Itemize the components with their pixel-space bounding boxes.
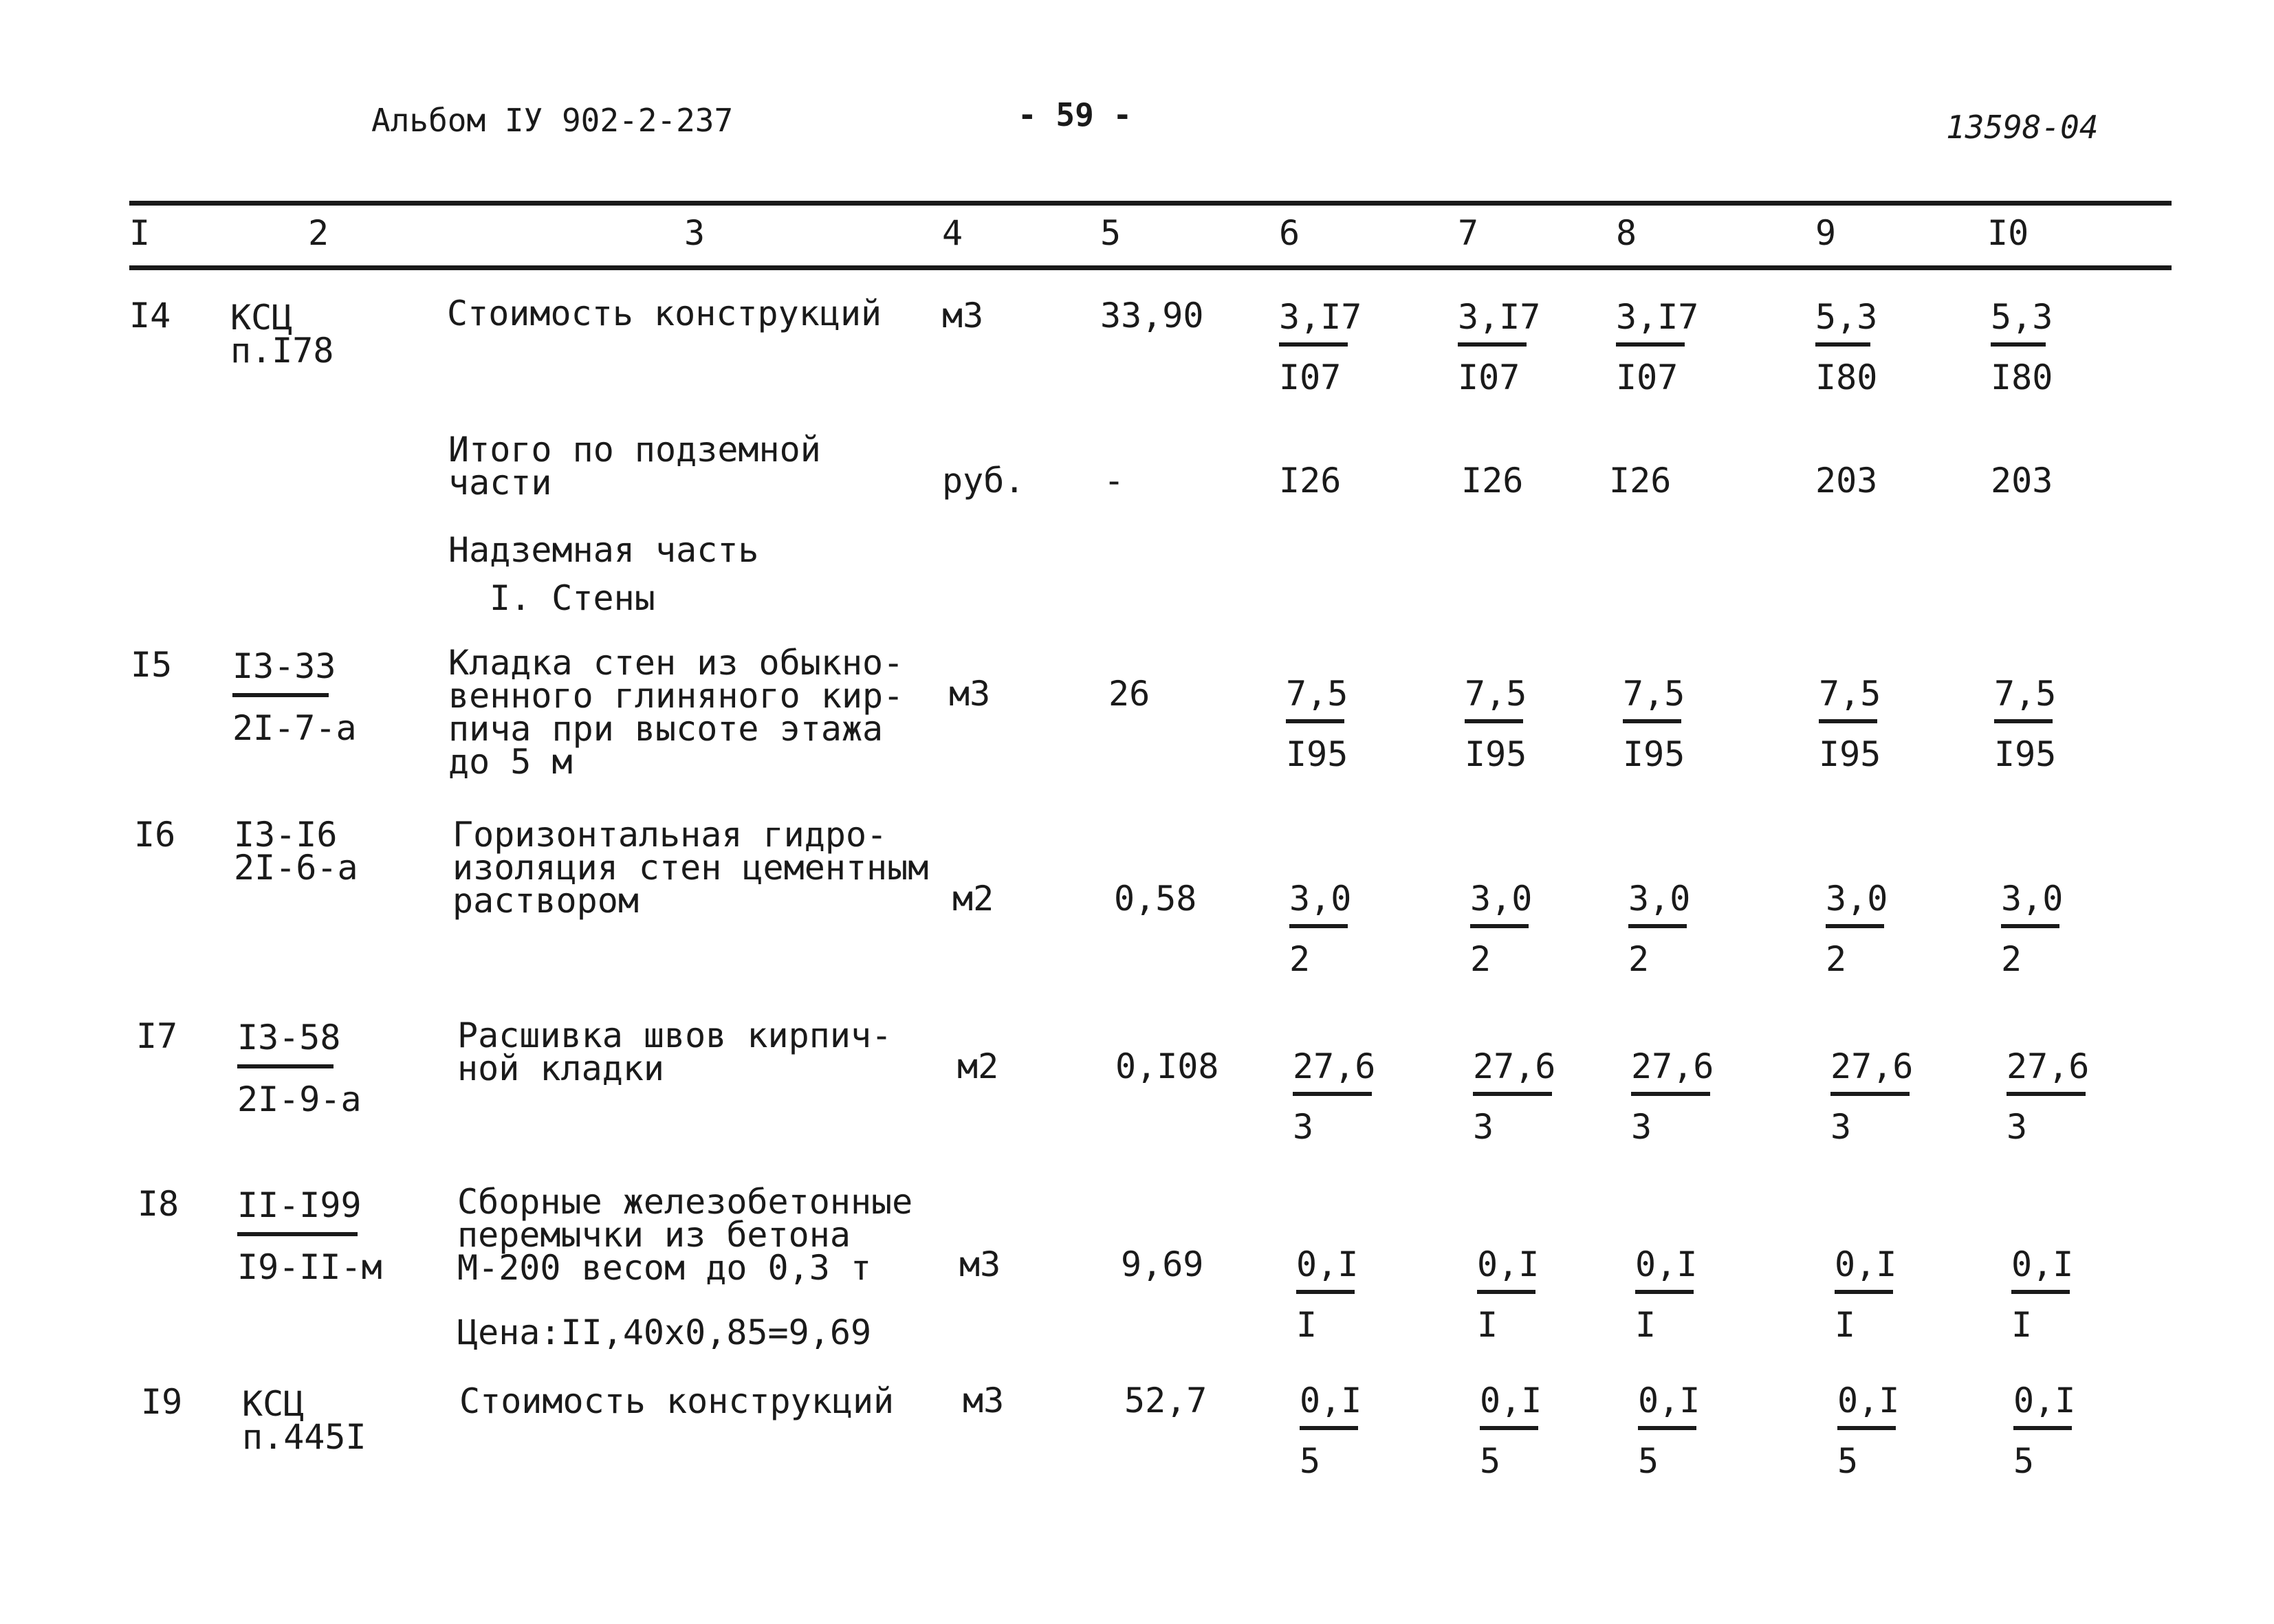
fraction-col8 xyxy=(1638,1381,1748,1484)
fraction-denominator: I xyxy=(2011,1305,2033,1345)
fraction-col10 xyxy=(2007,1046,2117,1150)
row-description-line1: Расшивка швов кирпич- xyxy=(457,1016,893,1055)
fraction-bar xyxy=(1835,1290,1893,1294)
table-header-rule xyxy=(129,265,2172,270)
row-description-line4: до 5 м xyxy=(448,742,573,782)
fraction-col9 xyxy=(1830,1046,1940,1150)
fraction-col7 xyxy=(1458,297,1568,400)
row-code-item: п.445I xyxy=(242,1417,367,1457)
col-header-2: 2 xyxy=(308,213,329,253)
row-number: I5 xyxy=(131,645,173,685)
fraction-denominator: I95 xyxy=(1465,734,1527,774)
code-bar xyxy=(232,693,329,697)
row-description: Стоимость конструкций xyxy=(459,1381,895,1421)
row-code-item: п.I78 xyxy=(230,331,334,371)
fraction-denominator: 2 xyxy=(2001,939,2022,979)
fraction-denominator: I95 xyxy=(1819,734,1881,774)
fraction-col8 xyxy=(1623,674,1733,777)
row-number: I9 xyxy=(141,1382,183,1422)
fraction-bar xyxy=(1826,924,1884,928)
page-number: - 59 - xyxy=(1018,96,1133,133)
fraction-denominator: 3 xyxy=(1293,1107,1314,1147)
fraction-numerator: 27,6 xyxy=(1293,1046,1376,1086)
fraction-numerator: 0,I xyxy=(1477,1244,1540,1284)
fraction-denominator: 5 xyxy=(1480,1441,1501,1481)
row-description-line2: перемычки из бетона xyxy=(457,1215,851,1255)
fraction-col9 xyxy=(1815,297,1925,400)
row-code: КСЦ xyxy=(230,298,293,338)
fraction-numerator: 0,I xyxy=(1837,1381,1900,1420)
code-bottom: 2I-7-а xyxy=(232,708,357,748)
row-quantity: 9,69 xyxy=(1121,1244,1204,1284)
fraction-bar xyxy=(1628,924,1687,928)
fraction-bar xyxy=(1465,719,1523,723)
fraction-denominator: I07 xyxy=(1279,358,1342,397)
fraction-bar xyxy=(1837,1426,1896,1430)
fraction-numerator: 3,0 xyxy=(1470,879,1533,919)
album-title: Альбом IУ 902-2-237 xyxy=(371,102,734,139)
col-header-5: 5 xyxy=(1100,213,1122,253)
fraction-bar xyxy=(1830,1092,1910,1096)
section-subtitle: I. Стены xyxy=(490,578,655,618)
row-description-line3: раствором xyxy=(452,881,639,921)
fraction-bar xyxy=(1470,924,1529,928)
fraction-col10 xyxy=(2013,1381,2123,1484)
fraction-numerator: 7,5 xyxy=(1465,674,1527,714)
col-header-6: 6 xyxy=(1279,213,1300,253)
fraction-numerator: 0,I xyxy=(1635,1244,1698,1284)
fraction-col6 xyxy=(1289,879,1399,982)
subtotal-label-cont: части xyxy=(448,463,552,503)
row-description-line2: изоляция стен цементным xyxy=(452,848,929,888)
subtotal-col8: I26 xyxy=(1609,461,1672,501)
fraction-col6 xyxy=(1293,1046,1403,1150)
col-header-1: I xyxy=(129,213,151,253)
fraction-bar xyxy=(1815,342,1870,347)
col-header-7: 7 xyxy=(1458,213,1479,253)
row-quantity: 52,7 xyxy=(1124,1381,1207,1420)
row-number: I8 xyxy=(138,1184,179,1224)
fraction-bar xyxy=(1616,342,1685,347)
fraction-denominator: I80 xyxy=(1991,358,2053,397)
fraction-denominator: 5 xyxy=(1300,1441,1321,1481)
fraction-numerator: 7,5 xyxy=(1286,674,1348,714)
fraction-col7 xyxy=(1473,1046,1583,1150)
fraction-col8 xyxy=(1616,297,1726,400)
fraction-denominator: 5 xyxy=(1638,1441,1659,1481)
subtotal-col10: 203 xyxy=(1991,461,2053,501)
fraction-bar xyxy=(1631,1092,1710,1096)
price-calculation: Цена:II,40х0,85=9,69 xyxy=(457,1313,872,1352)
fraction-numerator: 27,6 xyxy=(1473,1046,1556,1086)
fraction-bar xyxy=(1289,924,1348,928)
fraction-bar xyxy=(1994,719,2053,723)
row-code-item: 2I-6-а xyxy=(234,848,358,888)
fraction-bar xyxy=(1480,1426,1538,1430)
fraction-numerator: 27,6 xyxy=(1830,1046,1914,1086)
row-unit: м3 xyxy=(963,1381,1005,1420)
subtotal-unit: руб. xyxy=(942,461,1025,501)
fraction-numerator: 3,I7 xyxy=(1279,297,1362,337)
fraction-col6 xyxy=(1300,1381,1410,1484)
subtotal-quantity: - xyxy=(1104,461,1125,501)
fraction-numerator: 3,I7 xyxy=(1458,297,1541,337)
section-title: Надземная часть xyxy=(448,530,759,570)
row-code xyxy=(232,646,397,749)
row-description-line3: пича при высоте этажа xyxy=(448,709,884,749)
fraction-numerator: 0,I xyxy=(2013,1381,2076,1420)
fraction-numerator: 0,I xyxy=(1296,1244,1359,1284)
fraction-denominator: I95 xyxy=(1286,734,1348,774)
fraction-bar xyxy=(2011,1290,2070,1294)
document-code: 13598-04 xyxy=(1946,109,2099,146)
col-header-4: 4 xyxy=(942,213,963,253)
col-header-9: 9 xyxy=(1815,213,1837,253)
fraction-numerator: 5,3 xyxy=(1991,297,2053,337)
fraction-denominator: I07 xyxy=(1458,358,1520,397)
fraction-denominator: 3 xyxy=(2007,1107,2028,1147)
subtotal-col6: I26 xyxy=(1279,461,1342,501)
fraction-numerator: 0,I xyxy=(2011,1244,2074,1284)
fraction-denominator: I95 xyxy=(1994,734,2057,774)
fraction-numerator: 0,I xyxy=(1835,1244,1897,1284)
row-description-line3: М-200 весом до 0,3 т xyxy=(457,1248,872,1288)
fraction-bar xyxy=(1638,1426,1696,1430)
fraction-col8 xyxy=(1628,879,1738,982)
col-header-8: 8 xyxy=(1616,213,1637,253)
code-top: II-I99 xyxy=(237,1185,362,1225)
row-number: I6 xyxy=(134,815,176,855)
row-code: КСЦ xyxy=(242,1384,305,1424)
fraction-bar xyxy=(2001,924,2059,928)
col-header-3: 3 xyxy=(684,213,706,253)
fraction-col10 xyxy=(2011,1244,2121,1348)
subtotal-col7: I26 xyxy=(1461,461,1524,501)
fraction-numerator: 27,6 xyxy=(2007,1046,2090,1086)
fraction-numerator: 27,6 xyxy=(1631,1046,1714,1086)
fraction-col10 xyxy=(1994,674,2104,777)
fraction-numerator: 7,5 xyxy=(1994,674,2057,714)
fraction-denominator: I xyxy=(1635,1305,1657,1345)
row-unit: м3 xyxy=(942,296,984,336)
fraction-bar xyxy=(1300,1426,1358,1430)
code-top: I3-58 xyxy=(237,1018,341,1057)
row-quantity: 33,90 xyxy=(1100,296,1204,336)
fraction-numerator: 3,0 xyxy=(1628,879,1691,919)
fraction-denominator: 2 xyxy=(1826,939,1847,979)
fraction-denominator: I xyxy=(1296,1305,1318,1345)
fraction-col8 xyxy=(1631,1046,1741,1150)
row-unit: м2 xyxy=(952,879,994,919)
code-bar xyxy=(237,1232,358,1236)
fraction-col9 xyxy=(1826,879,1936,982)
row-description: Стоимость конструкций xyxy=(447,294,882,333)
fraction-bar xyxy=(1293,1092,1372,1096)
fraction-col9 xyxy=(1819,674,1929,777)
code-bar xyxy=(237,1064,334,1068)
row-unit: м3 xyxy=(959,1244,1001,1284)
fraction-bar xyxy=(1635,1290,1694,1294)
fraction-col7 xyxy=(1470,879,1580,982)
fraction-denominator: 2 xyxy=(1289,939,1311,979)
table-top-rule xyxy=(129,201,2172,206)
fraction-col6 xyxy=(1296,1244,1406,1348)
row-quantity: 0,I08 xyxy=(1115,1046,1219,1086)
fraction-denominator: 3 xyxy=(1631,1107,1652,1147)
fraction-numerator: 5,3 xyxy=(1815,297,1878,337)
fraction-bar xyxy=(1477,1290,1535,1294)
fraction-denominator: I80 xyxy=(1815,358,1878,397)
subtotal-col9: 203 xyxy=(1815,461,1878,501)
fraction-col10 xyxy=(1991,297,2101,400)
code-bottom: 2I-9-а xyxy=(237,1079,362,1119)
fraction-numerator: 0,I xyxy=(1300,1381,1362,1420)
fraction-col10 xyxy=(2001,879,2111,982)
row-code xyxy=(237,1185,402,1288)
row-code: I3-I6 xyxy=(234,815,338,855)
subtotal-label: Итого по подземной xyxy=(448,430,821,470)
fraction-bar xyxy=(1296,1290,1355,1294)
fraction-denominator: I07 xyxy=(1616,358,1679,397)
fraction-bar xyxy=(1279,342,1348,347)
fraction-numerator: 0,I xyxy=(1638,1381,1701,1420)
row-number: I7 xyxy=(136,1016,178,1056)
row-description-line1: Горизонтальная гидро- xyxy=(452,815,888,855)
fraction-bar xyxy=(1623,719,1681,723)
fraction-denominator: I xyxy=(1477,1305,1498,1345)
fraction-denominator: I95 xyxy=(1623,734,1685,774)
fraction-numerator: 0,I xyxy=(1480,1381,1542,1420)
fraction-numerator: 3,0 xyxy=(2001,879,2064,919)
fraction-col9 xyxy=(1835,1244,1945,1348)
row-code xyxy=(237,1018,402,1121)
fraction-bar xyxy=(1458,342,1527,347)
row-unit: м3 xyxy=(949,674,991,714)
fraction-bar xyxy=(1819,719,1877,723)
fraction-bar xyxy=(1991,342,2046,347)
row-unit: м2 xyxy=(957,1046,999,1086)
row-quantity: 26 xyxy=(1108,674,1150,714)
fraction-denominator: 3 xyxy=(1473,1107,1494,1147)
fraction-col6 xyxy=(1279,297,1389,400)
fraction-denominator: 5 xyxy=(2013,1441,2035,1481)
row-description-line1: Кладка стен из обыкно- xyxy=(448,643,904,683)
row-description-line1: Сборные железобетонные xyxy=(457,1182,913,1222)
fraction-col9 xyxy=(1837,1381,1947,1484)
fraction-col7 xyxy=(1480,1381,1590,1484)
fraction-numerator: 7,5 xyxy=(1623,674,1685,714)
row-description-line2: венного глиняного кир- xyxy=(448,676,904,716)
fraction-denominator: I xyxy=(1835,1305,1856,1345)
fraction-bar xyxy=(1286,719,1344,723)
fraction-col8 xyxy=(1635,1244,1745,1348)
fraction-denominator: 2 xyxy=(1628,939,1650,979)
fraction-col7 xyxy=(1477,1244,1587,1348)
fraction-denominator: 5 xyxy=(1837,1441,1859,1481)
code-top: I3-33 xyxy=(232,646,336,686)
fraction-col6 xyxy=(1286,674,1396,777)
fraction-denominator: 2 xyxy=(1470,939,1491,979)
col-header-10: I0 xyxy=(1987,213,2029,253)
fraction-numerator: 3,0 xyxy=(1826,879,1888,919)
row-number: I4 xyxy=(129,296,171,336)
fraction-numerator: 7,5 xyxy=(1819,674,1881,714)
fraction-numerator: 3,0 xyxy=(1289,879,1352,919)
fraction-col7 xyxy=(1465,674,1575,777)
row-quantity: 0,58 xyxy=(1114,879,1197,919)
fraction-bar xyxy=(1473,1092,1552,1096)
fraction-numerator: 3,I7 xyxy=(1616,297,1699,337)
fraction-bar xyxy=(2007,1092,2086,1096)
code-bottom: I9-II-м xyxy=(237,1247,382,1287)
fraction-bar xyxy=(2013,1426,2072,1430)
row-description-line2: ной кладки xyxy=(457,1049,665,1088)
fraction-denominator: 3 xyxy=(1830,1107,1852,1147)
